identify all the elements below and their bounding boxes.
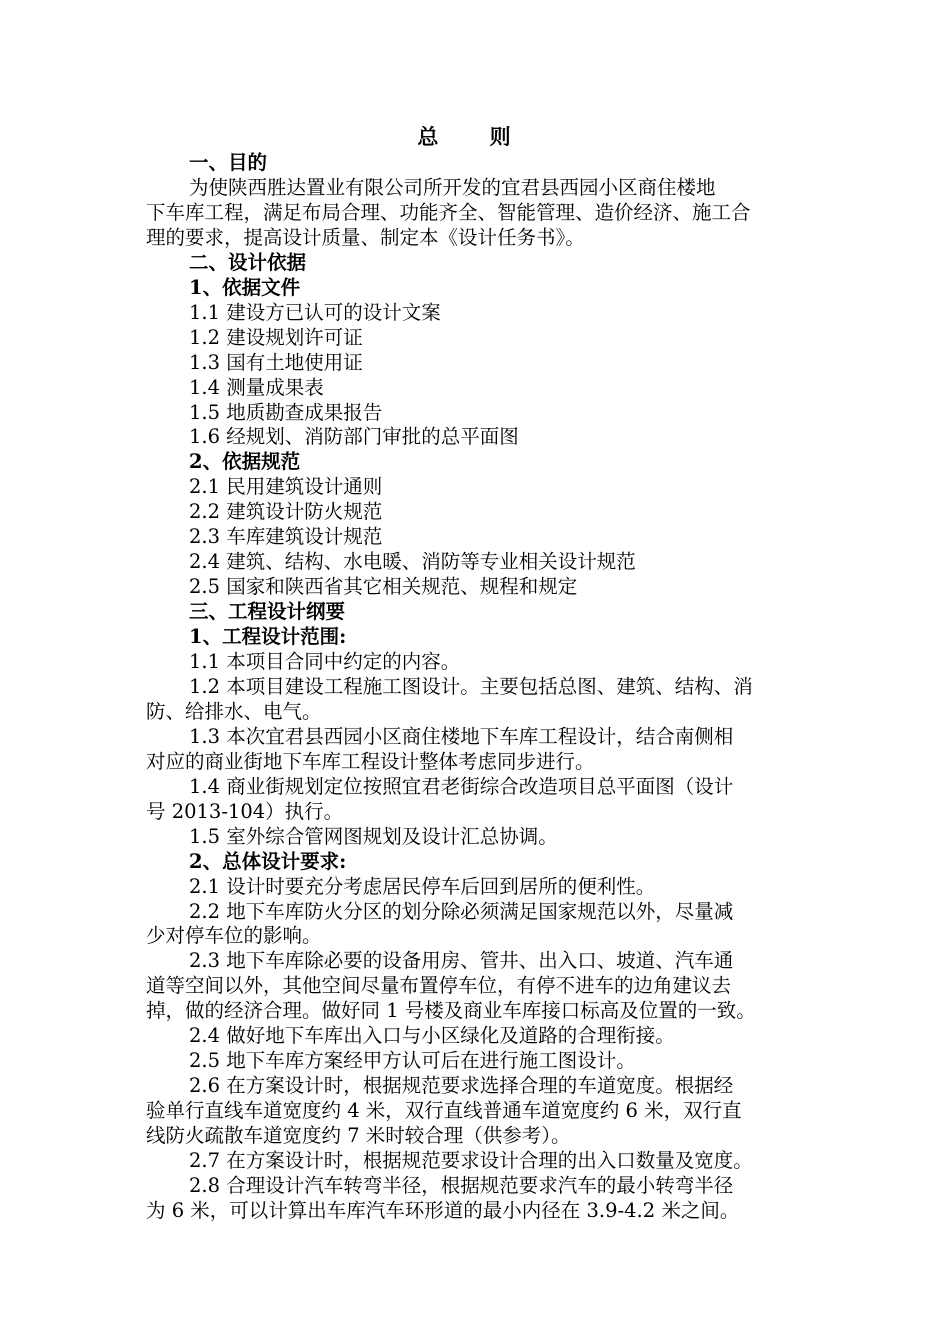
text-line: 1.3 本次宜君县西园小区商住楼地下车库工程设计，结合南侧相 [189,724,734,748]
text-line: 2.5 国家和陕西省其它相关规范、规程和规定 [189,575,578,599]
section-heading: 1、依据文件 [189,275,301,299]
page-title: 总 则 [417,124,533,149]
text-line: 1.4 商业街规划定位按照宜君老街综合改造项目总平面图（设计 [189,774,734,798]
text-line: 对应的商业街地下车库工程设计整体考虑同步进行。 [146,749,595,773]
text-line: 1.3 国有土地使用证 [189,350,363,374]
text-line: 号 2013-104）执行。 [146,799,344,823]
text-line: 1.5 室外综合管网图规划及设计汇总协调。 [189,824,558,848]
text-line: 2.8 合理设计汽车转弯半径，根据规范要求汽车的最小转弯半径 [189,1173,734,1197]
text-line: 1.2 建设规划许可证 [189,325,363,349]
text-line: 验单行直线车道宽度约 4 米，双行直线普通车道宽度约 6 米，双行直 [146,1099,742,1123]
text-line: 2.3 车库建筑设计规范 [189,525,383,549]
text-line: 1.2 本项目建设工程施工图设计。主要包括总图、建筑、结构、消 [189,674,753,698]
text-line: 掉，做的经济合理。做好同 1 号楼及商业车库接口标高及位置的一致。 [146,999,756,1023]
text-line: 2.6 在方案设计时，根据规范要求选择合理的车道宽度。根据经 [189,1074,734,1098]
text-line: 理的要求，提高设计质量、制定本《设计任务书》。 [146,225,585,249]
text-line: 1.1 建设方已认可的设计文案 [189,300,441,324]
text-line: 防、给排水、电气。 [146,699,322,723]
text-line: 2.5 地下车库方案经甲方认可后在进行施工图设计。 [189,1049,636,1073]
text-line: 2.3 地下车库除必要的设备用房、管井、出入口、坡道、汽车通 [189,949,734,973]
text-line: 少对停车位的影响。 [146,924,322,948]
text-line: 2.1 民用建筑设计通则 [189,475,383,499]
text-line: 2.1 设计时要充分考虑居民停车后回到居所的便利性。 [189,874,656,898]
text-line: 1.4 测量成果表 [189,375,324,399]
text-line: 为使陕西胜达置业有限公司所开发的宜君县西园小区商住楼地 [189,175,716,199]
section-heading: 2、依据规范 [189,450,301,474]
text-line: 道等空间以外，其他空间尽量布置停车位，有停不进车的边角建议去 [146,974,732,998]
text-line: 2.4 做好地下车库出入口与小区绿化及道路的合理衔接。 [189,1024,675,1048]
text-line: 为 6 米，可以计算出车库汽车环形道的最小内径在 3.9-4.2 米之间。 [146,1198,740,1222]
section-heading: 二、设计依据 [189,250,307,274]
text-line: 2.2 地下车库防火分区的划分除必须满足国家规范以外，尽量减 [189,899,734,923]
text-line: 2.7 在方案设计时，根据规范要求设计合理的出入口数量及宽度。 [189,1149,753,1172]
section-heading: 2、总体设计要求: [189,849,347,873]
text-line: 1.5 地质勘查成果报告 [189,400,383,424]
section-heading: 1、工程设计范围: [189,625,347,649]
section-heading: 三、工程设计纲要 [189,600,346,624]
text-line: 1.1 本项目合同中约定的内容。 [189,650,461,673]
text-line: 线防火疏散车道宽度约 7 米时较合理（供参考）。 [146,1124,571,1148]
text-line: 下车库工程，满足布局合理、功能齐全、智能管理、造价经济、施工合 [146,200,751,224]
text-line: 2.2 建筑设计防火规范 [189,500,383,524]
text-line: 1.6 经规划、消防部门审批的总平面图 [189,425,519,449]
text-line: 2.4 建筑、结构、水电暖、消防等专业相关设计规范 [189,550,636,574]
section-heading: 一、目的 [189,151,268,174]
